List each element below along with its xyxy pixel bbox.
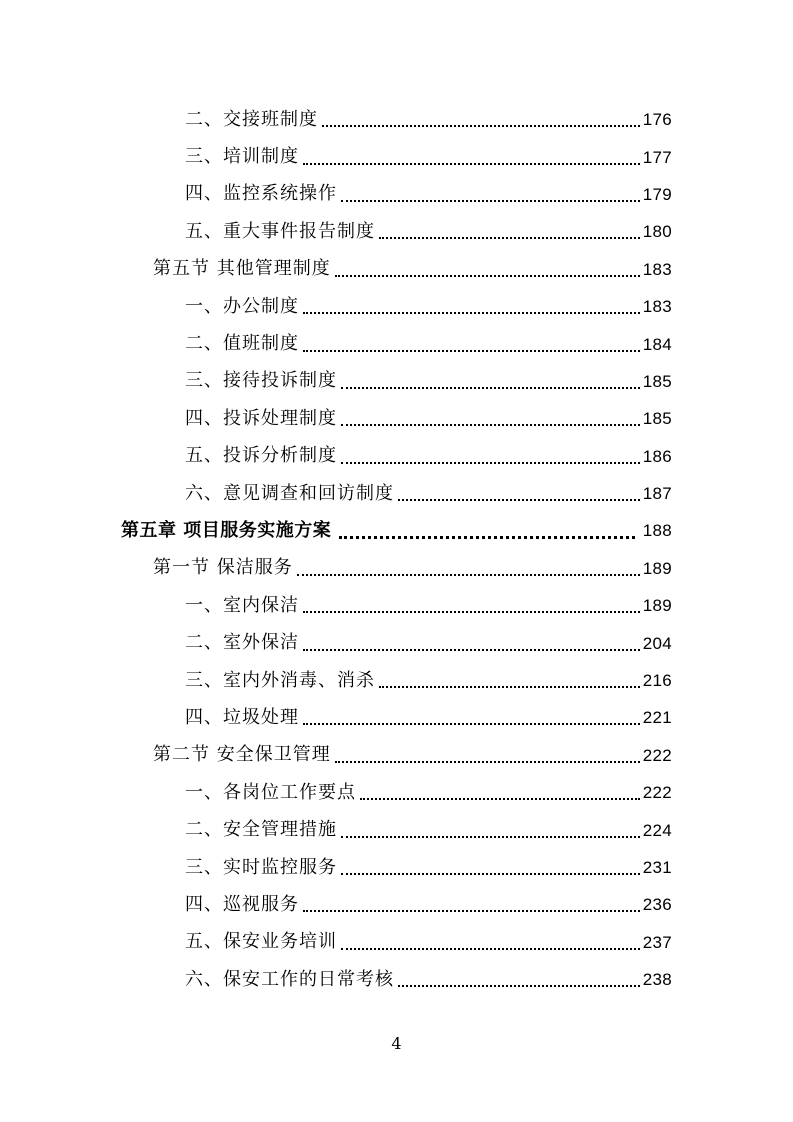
toc-entry-page: 188: [642, 521, 672, 541]
toc-entry[interactable]: [0, 849, 793, 886]
toc-entry-label: 第五章 项目服务实施方案: [121, 519, 332, 541]
toc-entry-label: 一、办公制度: [185, 295, 299, 317]
toc-entry[interactable]: [0, 288, 793, 325]
toc-entry-page: 177: [642, 147, 672, 167]
toc-entry[interactable]: [0, 774, 793, 811]
dot-leader: [297, 573, 640, 576]
toc-entry-label: 二、交接班制度: [185, 108, 318, 130]
toc-entry[interactable]: [0, 961, 793, 998]
toc-entry[interactable]: [0, 213, 793, 250]
toc-entry-page: 185: [642, 409, 672, 429]
table-of-contents: [0, 101, 793, 998]
toc-entry-label: 三、接待投诉制度: [185, 370, 337, 392]
dot-leader: [379, 236, 640, 239]
toc-entry[interactable]: [0, 325, 793, 362]
toc-entry-page: 231: [642, 858, 672, 877]
dot-leader: [335, 274, 640, 277]
toc-entry[interactable]: [0, 438, 793, 475]
toc-entry-label: 五、重大事件报告制度: [185, 220, 375, 242]
toc-entry-label: 第五节 其他管理制度: [153, 258, 331, 280]
toc-entry-page: 222: [642, 745, 672, 765]
toc-entry-page: 180: [642, 222, 672, 242]
dot-leader: [339, 535, 634, 539]
dot-leader: [341, 461, 640, 464]
toc-entry-page: 236: [642, 895, 672, 915]
dot-leader: [341, 872, 640, 875]
dot-leader: [341, 835, 640, 838]
toc-section-entry[interactable]: [0, 737, 793, 774]
dot-leader: [341, 423, 640, 426]
dot-leader: [303, 610, 640, 613]
toc-entry[interactable]: [0, 363, 793, 400]
toc-entry[interactable]: [0, 587, 793, 624]
toc-entry-label: 六、保安工作的日常考核: [185, 968, 394, 990]
toc-entry[interactable]: [0, 624, 793, 661]
toc-entry[interactable]: [0, 400, 793, 437]
toc-entry[interactable]: [0, 924, 793, 961]
toc-entry[interactable]: [0, 811, 793, 848]
toc-entry-label: 三、培训制度: [185, 146, 299, 168]
toc-entry[interactable]: [0, 662, 793, 699]
toc-entry-label: 四、监控系统操作: [185, 183, 337, 205]
toc-entry-page: 183: [642, 259, 672, 279]
toc-entry-page: 189: [642, 558, 672, 578]
toc-entry-page: 185: [642, 371, 672, 391]
dot-leader: [303, 349, 640, 352]
toc-entry[interactable]: [0, 138, 793, 175]
dot-leader: [303, 909, 640, 912]
toc-entry-label: 六、意见调查和回访制度: [185, 482, 394, 504]
toc-entry-label: 五、保安业务培训: [185, 931, 337, 953]
toc-entry-page: 186: [642, 446, 672, 466]
dot-leader: [322, 124, 640, 127]
dot-leader: [303, 311, 640, 314]
dot-leader: [341, 199, 640, 202]
toc-entry-page: 184: [642, 334, 672, 354]
toc-entry[interactable]: [0, 176, 793, 213]
dot-leader: [303, 162, 640, 165]
toc-entry-label: 二、值班制度: [185, 333, 299, 355]
toc-entry-label: 四、垃圾处理: [185, 706, 299, 728]
toc-entry[interactable]: [0, 699, 793, 736]
toc-entry-label: 三、实时监控服务: [185, 856, 337, 878]
toc-entry-label: 四、巡视服务: [185, 893, 299, 915]
toc-entry-label: 第二节 安全保卫管理: [153, 744, 331, 766]
toc-entry-page: 237: [642, 932, 672, 952]
dot-leader: [379, 685, 640, 688]
dot-leader: [398, 984, 640, 987]
dot-leader: [398, 498, 640, 501]
toc-section-entry[interactable]: [0, 251, 793, 288]
toc-entry-label: 第一节 保洁服务: [153, 557, 293, 579]
toc-entry-page: 176: [642, 110, 672, 130]
dot-leader: [335, 760, 640, 763]
toc-entry-page: 222: [642, 783, 672, 803]
dot-leader: [303, 722, 640, 725]
toc-entry-page: 221: [642, 708, 672, 728]
toc-entry-page: 189: [642, 596, 672, 616]
dot-leader: [341, 386, 640, 389]
toc-entry-page: 204: [642, 633, 672, 653]
dot-leader: [360, 797, 640, 800]
toc-entry-page: 179: [642, 184, 672, 204]
toc-entry[interactable]: [0, 475, 793, 512]
toc-chapter-entry[interactable]: [0, 512, 793, 549]
toc-entry-page: 187: [642, 484, 672, 504]
page-number: 4: [391, 1034, 402, 1053]
toc-entry-label: 五、投诉分析制度: [185, 445, 337, 467]
toc-entry-page: 216: [642, 671, 672, 691]
toc-entry-label: 四、投诉处理制度: [185, 407, 337, 429]
toc-entry-page: 183: [642, 297, 672, 317]
toc-entry[interactable]: [0, 886, 793, 923]
dot-leader: [303, 648, 640, 651]
dot-leader: [341, 947, 640, 950]
toc-section-entry[interactable]: [0, 550, 793, 587]
toc-entry-page: 224: [642, 820, 672, 840]
toc-entry[interactable]: [0, 101, 793, 138]
toc-entry-page: 238: [642, 970, 672, 990]
toc-entry-label: 一、室内保洁: [185, 594, 299, 616]
toc-entry-label: 三、室内外消毒、消杀: [185, 669, 375, 691]
toc-entry-label: 二、安全管理措施: [185, 819, 337, 841]
toc-entry-label: 一、各岗位工作要点: [185, 781, 356, 803]
toc-entry-label: 二、室外保洁: [185, 632, 299, 654]
